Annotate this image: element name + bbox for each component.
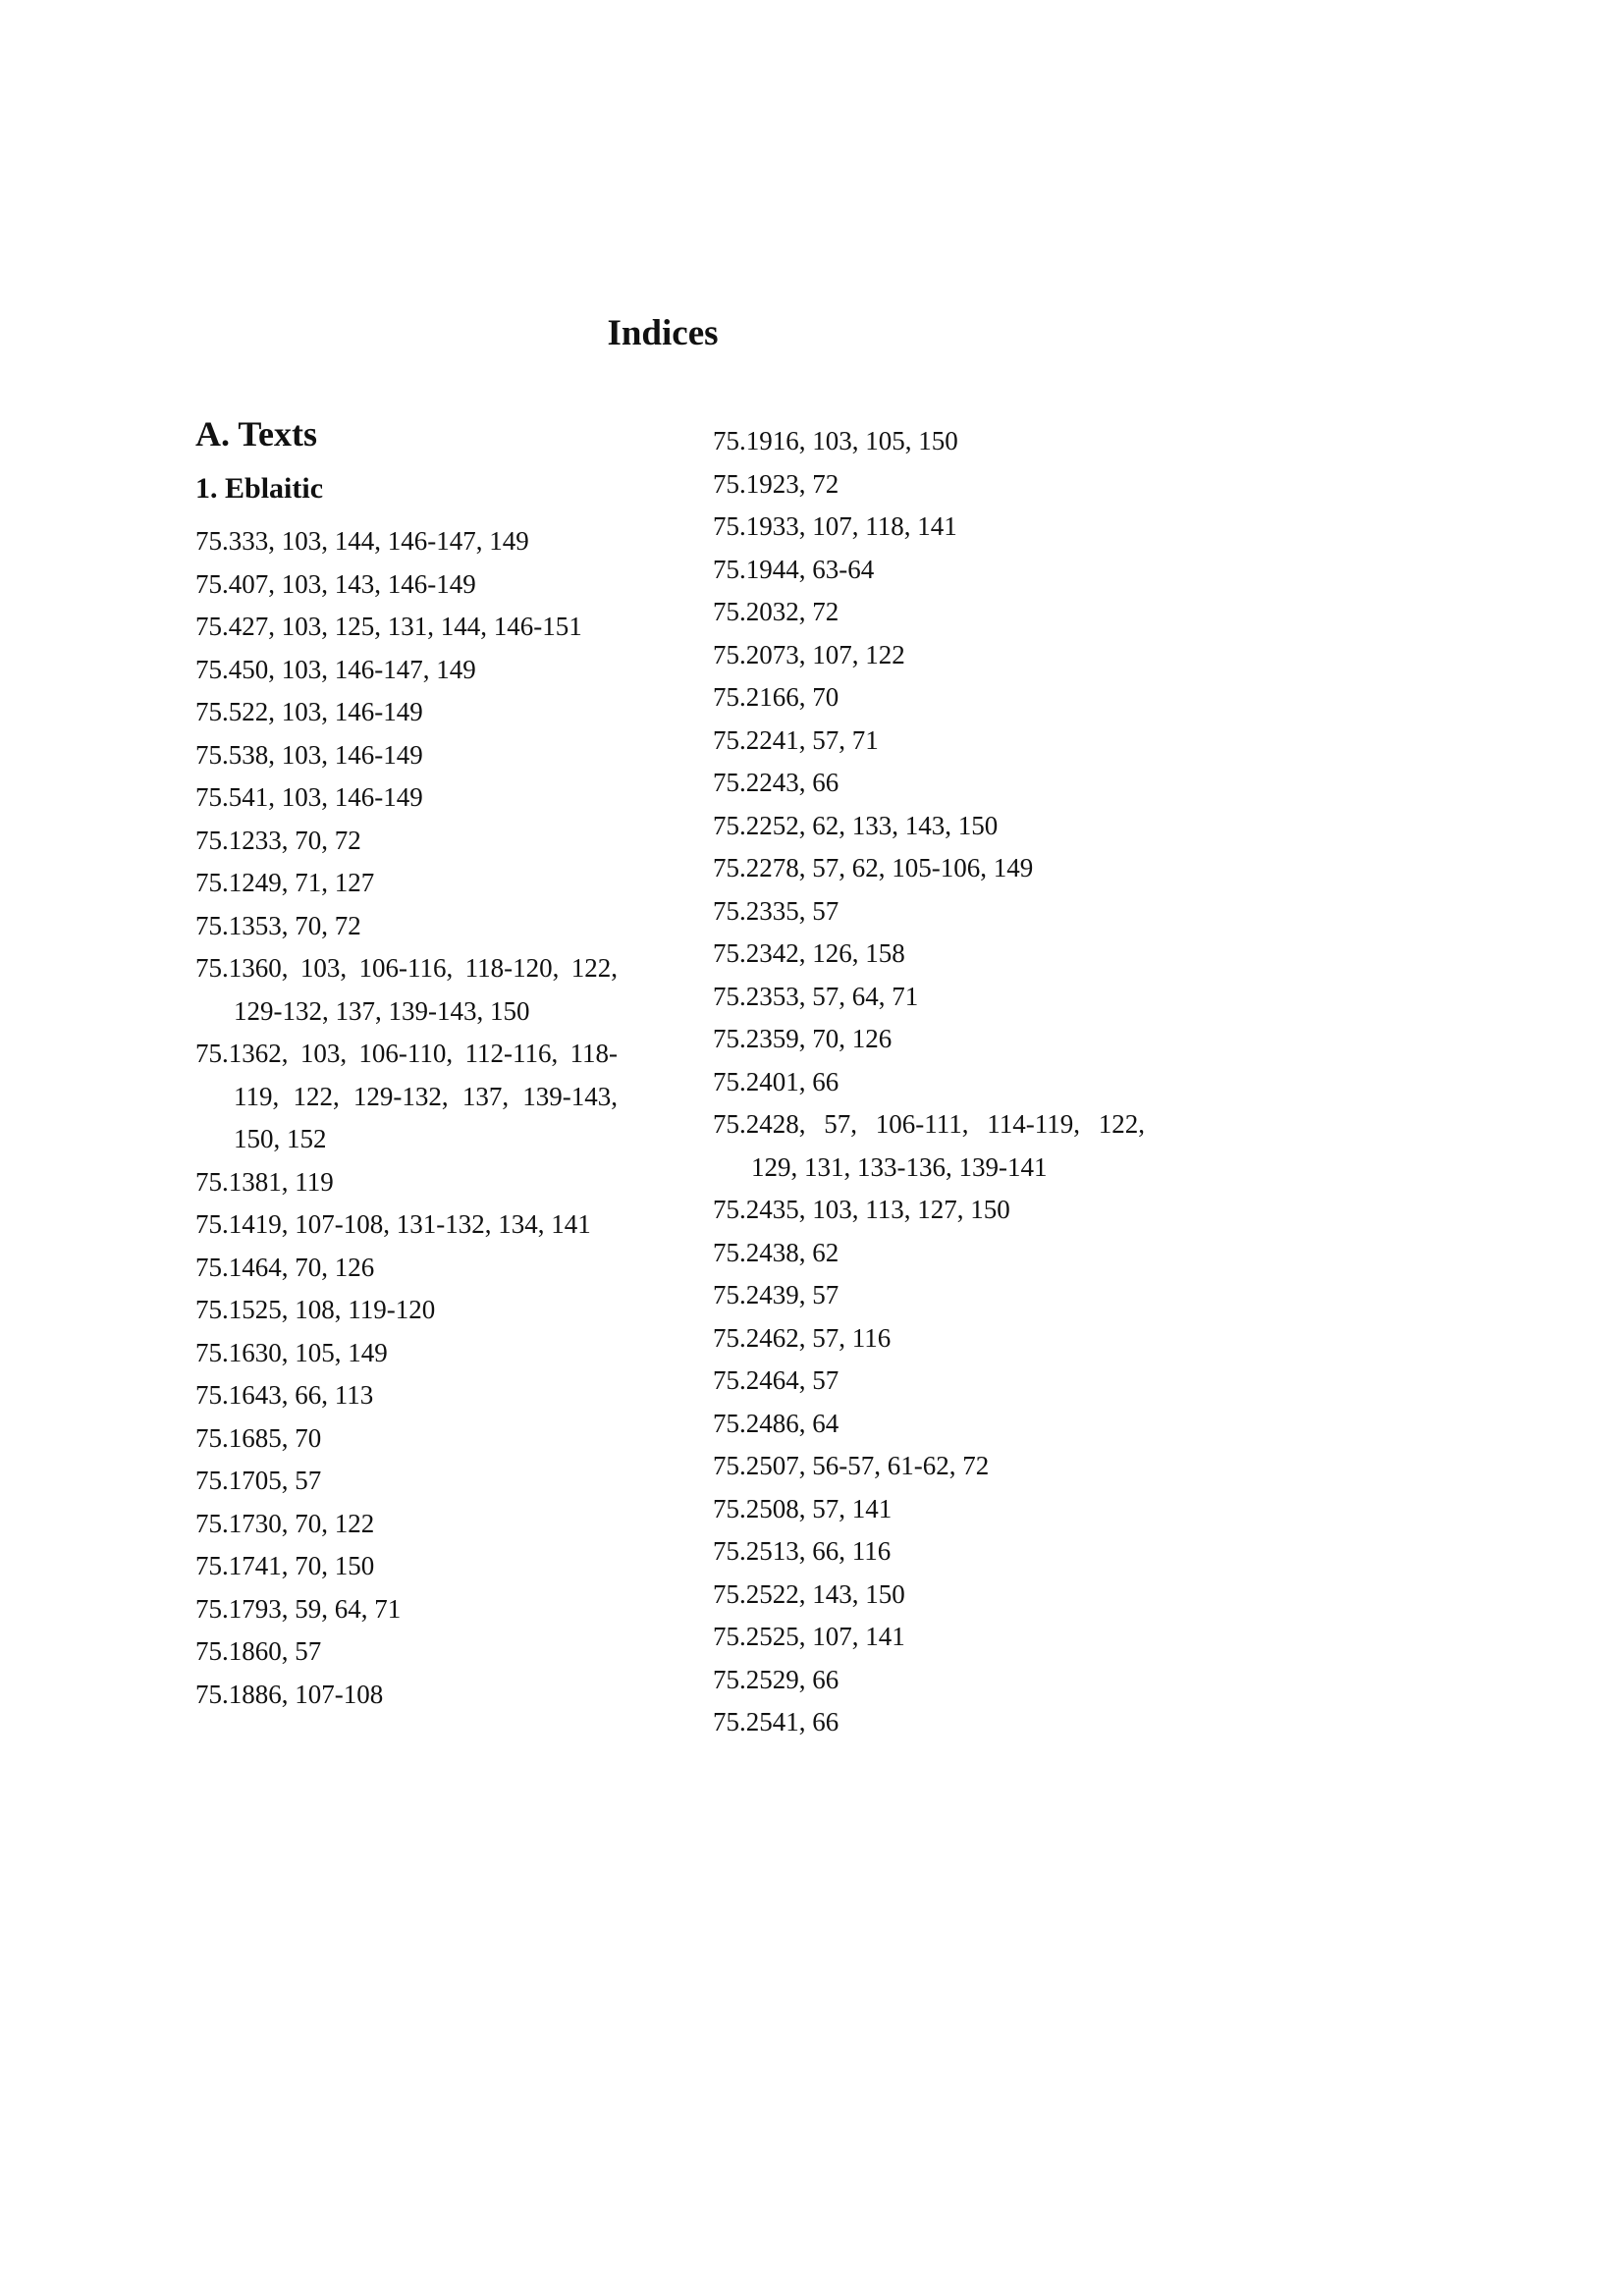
index-entry: 75.1353, 70, 72 (195, 910, 361, 940)
index-entry: 75.1860, 57 (195, 1636, 322, 1666)
index-entry: 75.2438, 62 (713, 1237, 839, 1267)
index-entry: 75.1933, 107, 118, 141 (713, 511, 957, 541)
index-entry: 75.2428, 57, 106-111, 114-119, 122, 129, 131, 133-136, 139-141 (713, 1109, 1145, 1182)
index-entry: 75.2522, 143, 150 (713, 1578, 905, 1609)
index-entry: 75.1944, 63-64 (713, 554, 875, 584)
index-entry: 75.407, 103, 143, 146-149 (195, 568, 476, 599)
index-entry: 75.1381, 119 (195, 1166, 334, 1197)
section-heading: A. Texts (195, 414, 318, 454)
index-entry: 75.522, 103, 146-149 (195, 697, 423, 726)
index-column-right (713, 420, 1145, 1744)
index-entry: 75.2243, 66 (713, 768, 839, 797)
index-entry: 75.1360, 103, 106-116, 118-120, 122, 129-132, 137, 139-143, 150 (195, 953, 618, 1026)
index-entry: 75.1793, 59, 64, 71 (195, 1593, 402, 1624)
index-entry: 75.1362, 103, 106-110, 112-116, 118-119, 122, 129-132, 137, 139-143, 150, 152 (195, 1039, 618, 1153)
index-entry: 75.427, 103, 125, 131, 144, 146-151 (195, 612, 582, 641)
index-entry: 75.1233, 70, 72 (195, 825, 361, 855)
index-entry: 75.2464, 57 (713, 1365, 839, 1395)
index-entry: 75.2335, 57 (713, 895, 839, 926)
index-entry: 75.2073, 107, 122 (713, 639, 905, 669)
index-entry: 75.1705, 57 (195, 1466, 322, 1495)
index-entry: 75.1886, 107-108 (195, 1679, 384, 1709)
index-entry: 75.2541, 66 (713, 1707, 839, 1736)
index-entry: 75.333, 103, 144, 146-147, 149 (195, 526, 529, 556)
index-entry: 75.1685, 70 (195, 1422, 322, 1453)
index-entry: 75.2439, 57 (713, 1280, 839, 1309)
index-entry: 75.2525, 107, 141 (713, 1622, 905, 1651)
index-entry: 75.2278, 57, 62, 105-106, 149 (713, 853, 1034, 882)
index-entry: 75.2435, 103, 113, 127, 150 (713, 1195, 1010, 1224)
index-entry: 75.1643, 66, 113 (195, 1380, 374, 1410)
index-entry: 75.2462, 57, 116 (713, 1322, 892, 1353)
index-entry: 75.2252, 62, 133, 143, 150 (713, 810, 999, 840)
index-entry: 75.1630, 105, 149 (195, 1337, 388, 1367)
page-title: Indices (607, 313, 719, 353)
index-entry: 75.2359, 70, 126 (713, 1024, 893, 1053)
index-entry: 75.2508, 57, 141 (713, 1493, 893, 1523)
index-entry: 75.1464, 70, 126 (195, 1252, 375, 1282)
index-entry: 75.2353, 57, 64, 71 (713, 981, 919, 1011)
index-entry: 75.2032, 72 (713, 597, 839, 626)
index-entry-list-right (713, 420, 1145, 1744)
index-entry: 75.450, 103, 146-147, 149 (195, 654, 476, 684)
index-entry: 75.1525, 108, 119-120 (195, 1295, 436, 1324)
subsection-heading: 1. Eblaitic (195, 472, 324, 505)
index-entry: 75.2342, 126, 158 (713, 938, 905, 968)
index-entry: 75.1916, 103, 105, 150 (713, 426, 958, 455)
index-entry-list-left (195, 520, 618, 1716)
index-entry: 75.1741, 70, 150 (195, 1551, 375, 1580)
index-entry: 75.2513, 66, 116 (713, 1536, 892, 1566)
index-entry: 75.2529, 66 (713, 1664, 839, 1694)
index-column-left (195, 412, 618, 1716)
index-entry: 75.1419, 107-108, 131-132, 134, 141 (195, 1209, 591, 1239)
index-entry: 75.2507, 56-57, 61-62, 72 (713, 1451, 990, 1480)
index-entry: 75.1923, 72 (713, 468, 839, 499)
index-entry: 75.538, 103, 146-149 (195, 739, 423, 770)
index-entry: 75.1730, 70, 122 (195, 1508, 375, 1538)
index-entry: 75.2241, 57, 71 (713, 724, 879, 755)
index-entry: 75.1249, 71, 127 (195, 868, 375, 897)
index-entry: 75.2401, 66 (713, 1066, 839, 1096)
index-entry: 75.2166, 70 (713, 682, 839, 712)
index-entry: 75.2486, 64 (713, 1408, 839, 1438)
index-entry: 75.541, 103, 146-149 (195, 782, 423, 812)
